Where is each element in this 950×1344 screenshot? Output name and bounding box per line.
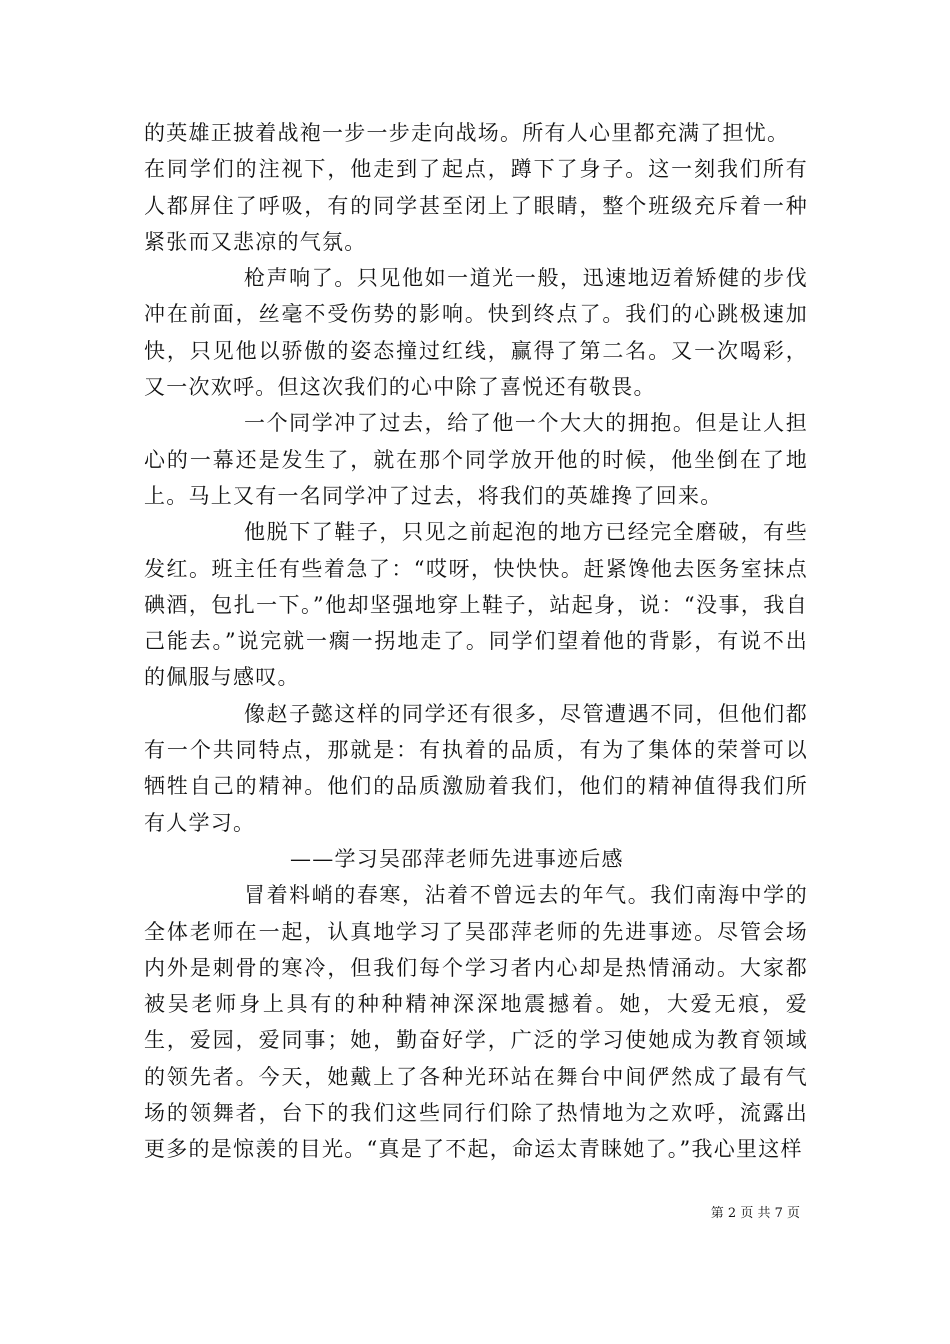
page-footer: 第 2 页 共 7 页 [710, 1206, 800, 1221]
paragraph-continuation: 的英雄正披着战袍一步一步走向战场。所有人心里都充满了担忧。 [144, 121, 790, 145]
paragraph-shoes: 他脱下了鞋子，只见之前起泡的地方已经完全磨破，有些发红。班主任有些着急了：“哎呀，快快快。赶紧馋他去医务室抹点碘酒，包扎一下。”他却坚强地穿上鞋子，站起身，说：“没事，我自己能去。”说完就一瘸一拐地走了。同学们望着他的背影，有说不出的佩服与感叹。 [144, 520, 808, 690]
section-subtitle: ——学习吴邵萍老师先进事迹后感 [290, 846, 624, 871]
document-body [144, 115, 808, 1168]
paragraph-hug: 一个同学冲了过去，给了他一个大大的拥抱。但是让人担心的一幕还是发生了，就在那个同学放开他的时候，他坐倒在了地上。马上又有一名同学冲了过去，将我们的英雄搀了回来。 [144, 411, 808, 508]
paragraph-starting-line: 在同学们的注视下，他走到了起点，蹲下了身子。这一刻我们所有人都屏住了呼吸，有的同学甚至闭上了眼睛，整个班级充斥着一种紧张而又悲凉的气氛。 [144, 157, 808, 254]
paragraph-new-section: 冒着料峭的春寒，沾着不曾远去的年气。我们南海中学的全体老师在一起，认真地学习了吴邵萍老师的先进事迹。尽管会场内外是刺骨的寒冷，但我们每个学习者内心却是热情涌动。大家都被吴老师身上具有的种种精神深深地震撼着。她，大爱无痕，爱生，爱园，爱同事；她，勤奋好学，广泛的学习使她成为教育领域的领先者。今天，她戴上了各种光环站在舞台中间俨然成了最有气场的领舞者，台下的我们这些同行们除了热情地为之欢呼，流露出更多的是惊羡的目光。“真是了不起，命运太青睐她了。”我心里这样 [144, 883, 808, 1162]
paragraph-gunshot: 枪声响了。只见他如一道光一般，迅速地迈着矫健的步伐冲在前面，丝毫不受伤势的影响。快到终点了。我们的心跳极速加快，只见他以骄傲的姿态撞过红线，赢得了第二名。又一次喝彩，又一次欢呼。但这次我们的心中除了喜悦还有敬畏。 [144, 266, 808, 400]
paragraph-summary: 像赵子懿这样的同学还有很多，尽管遭遇不同，但他们都有一个共同特点，那就是：有执着的品质，有为了集体的荣誉可以牺牲自己的精神。他们的品质激励着我们，他们的精神值得我们所有人学习。 [144, 701, 808, 835]
